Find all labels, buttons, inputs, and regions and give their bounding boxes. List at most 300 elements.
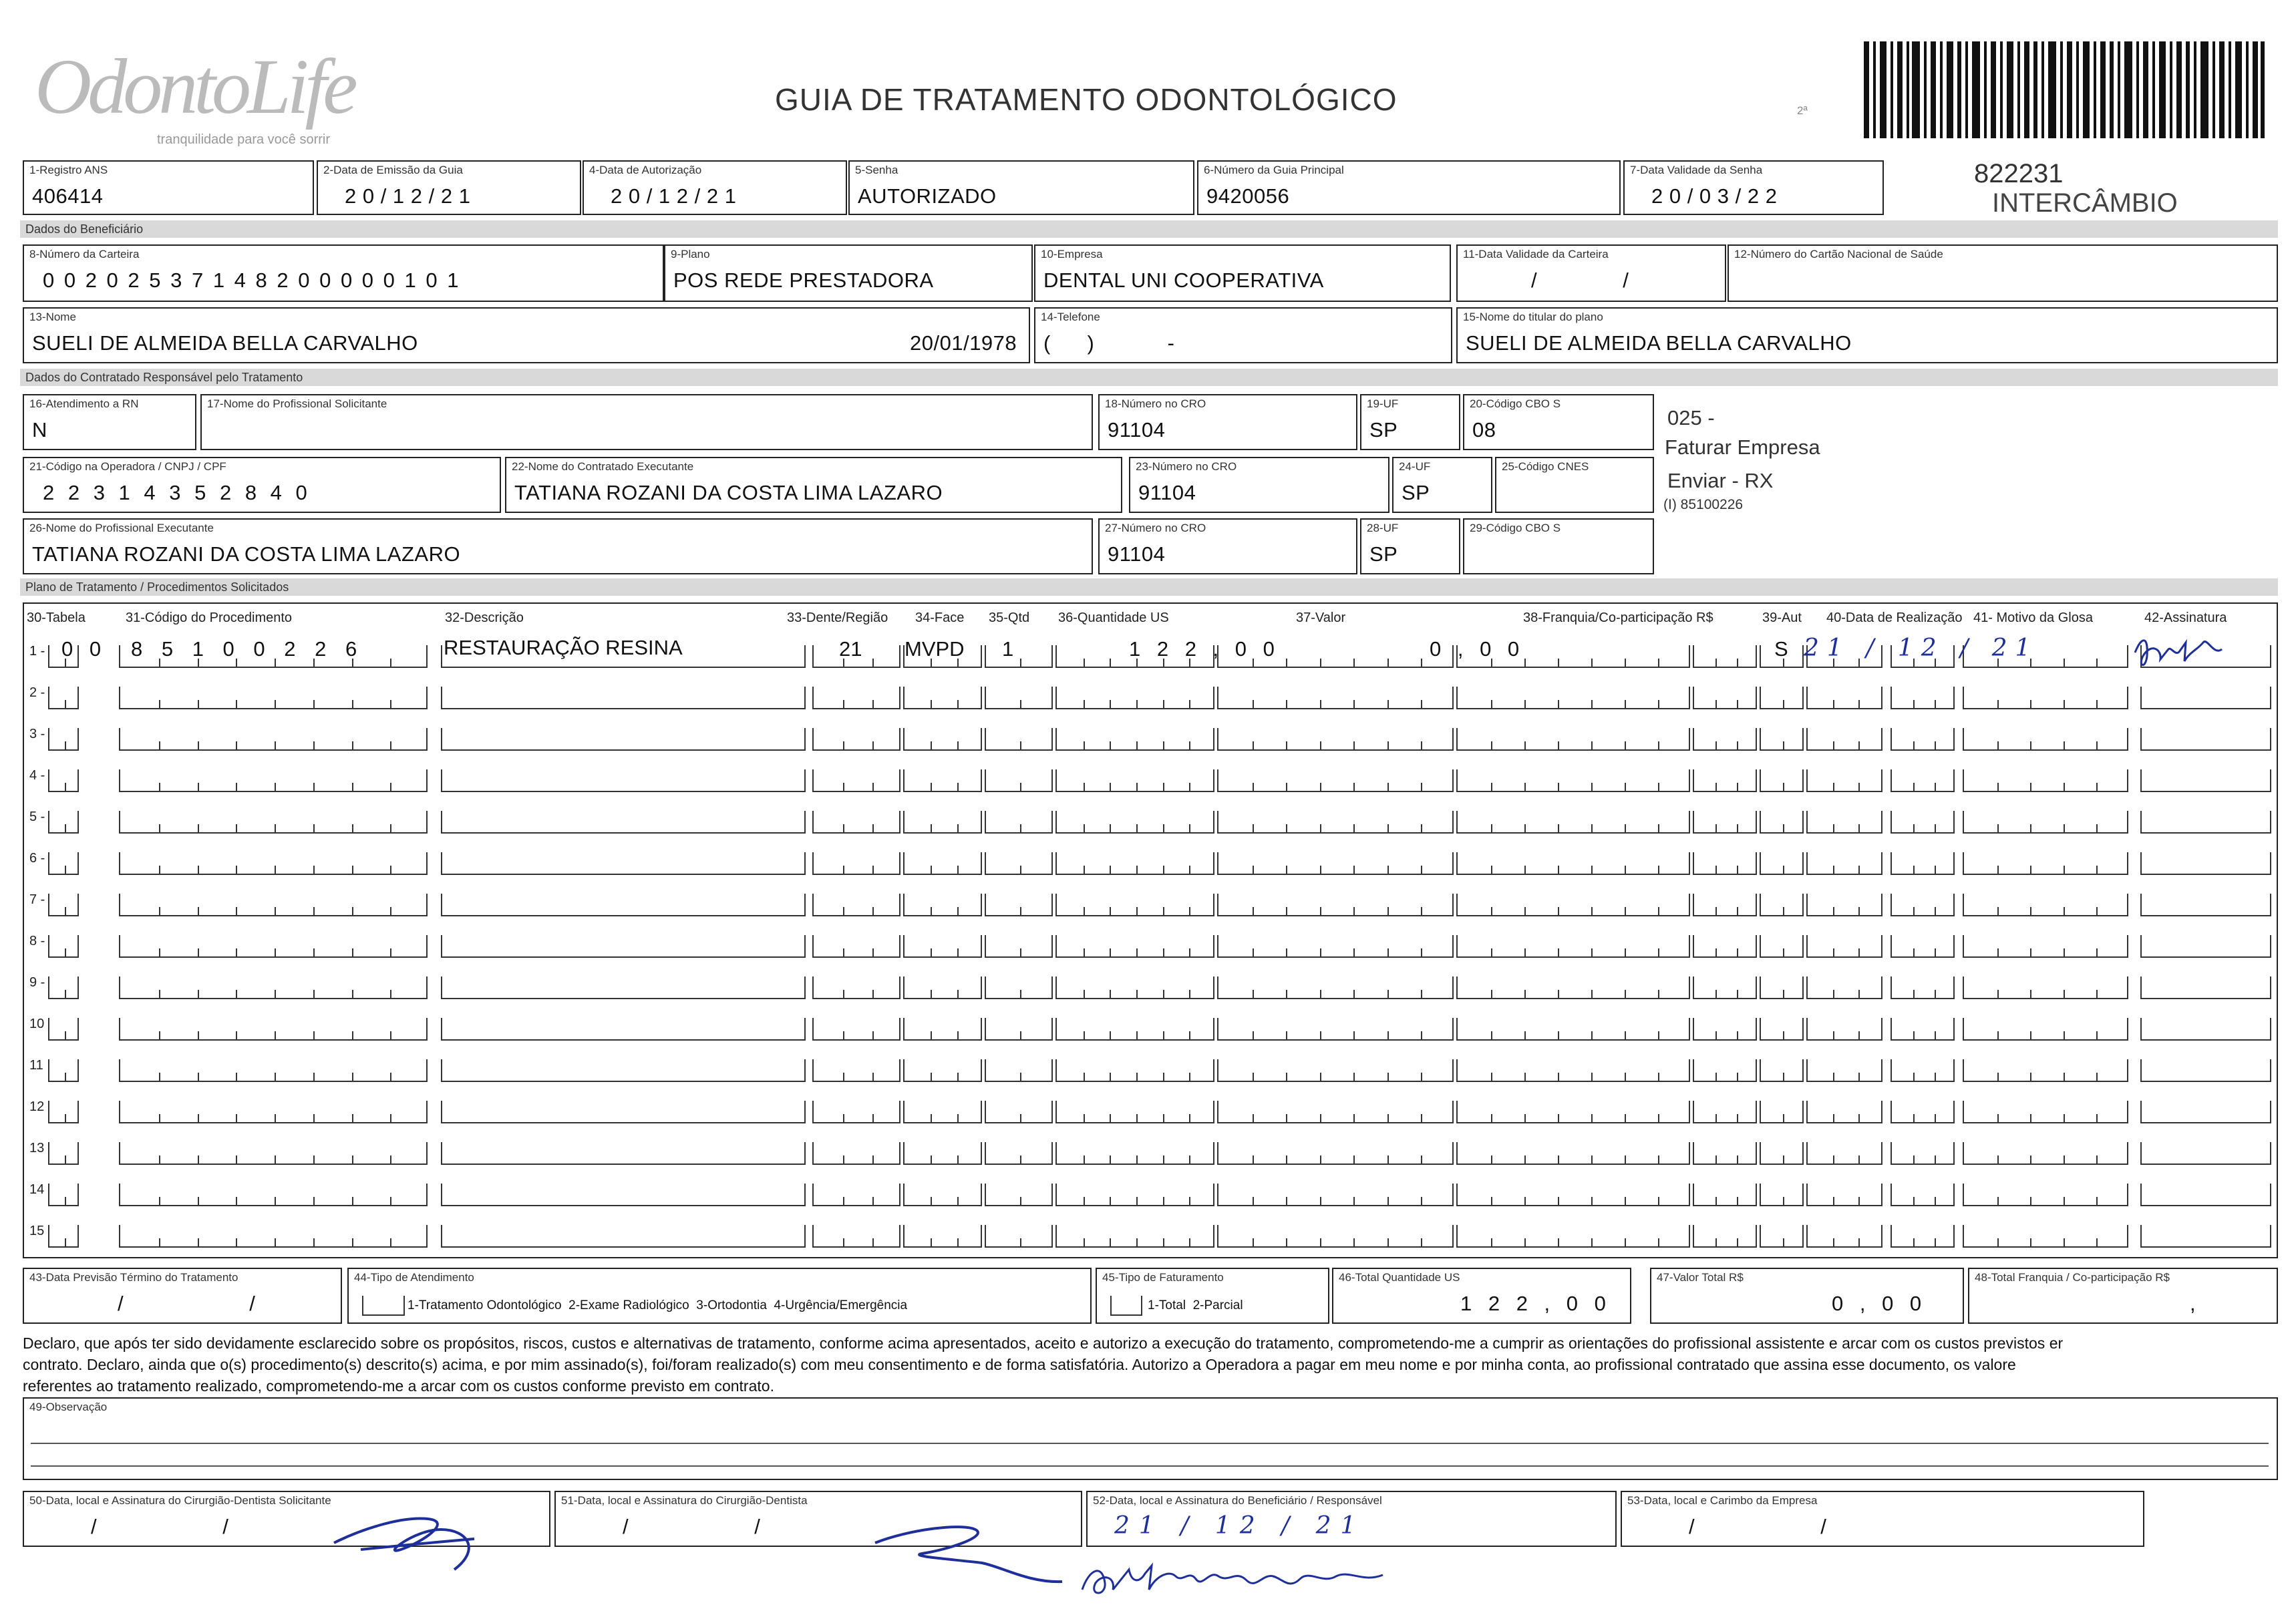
table-cell[interactable] xyxy=(1806,852,1882,875)
table-cell[interactable] xyxy=(1055,1225,1214,1248)
data-autorizacao-value[interactable]: 2 0 / 1 2 / 2 1 xyxy=(611,184,737,208)
table-cell[interactable] xyxy=(1217,1101,1454,1123)
table-cell[interactable] xyxy=(1693,645,1757,668)
table-cell[interactable] xyxy=(1217,852,1454,875)
table-cell[interactable] xyxy=(48,1018,79,1041)
cro-contratado-value[interactable]: 91104 xyxy=(1138,481,1196,504)
plano-value[interactable]: POS REDE PRESTADORA xyxy=(673,269,934,292)
table-cell[interactable] xyxy=(985,1142,1053,1165)
table-cell[interactable] xyxy=(441,811,806,834)
row1-data-realizacao[interactable]: 21 / 12 / 21 xyxy=(1804,635,2039,662)
table-cell[interactable] xyxy=(1055,728,1214,751)
table-cell[interactable] xyxy=(1806,976,1882,999)
field-guia-principal: 6-Número da Guia Principal 9420056 xyxy=(1197,160,1621,215)
table-cell[interactable] xyxy=(903,1059,982,1082)
table-cell[interactable] xyxy=(1806,1225,1882,1248)
validade-senha-value[interactable]: 2 0 / 0 3 / 2 2 xyxy=(1651,184,1778,208)
table-cell[interactable] xyxy=(812,1018,900,1041)
table-cell[interactable] xyxy=(812,852,900,875)
table-cell[interactable] xyxy=(1891,1018,1955,1041)
observacao-line-1 xyxy=(31,1443,2269,1444)
table-cell[interactable] xyxy=(1806,1142,1882,1165)
table-cell[interactable] xyxy=(2140,811,2271,834)
table-cell[interactable] xyxy=(903,1101,982,1123)
table-cell[interactable] xyxy=(1963,1018,2128,1041)
tipo-atendimento-checkbox[interactable] xyxy=(362,1296,405,1316)
table-cell[interactable] xyxy=(903,1225,982,1248)
observacao-line-2 xyxy=(31,1465,2269,1467)
table-cell[interactable] xyxy=(119,976,428,999)
field-codigo-operadora: 21-Código na Operadora / CNPJ / CPF 2 2 3 1 4 3 5 2 8 4 0 xyxy=(23,457,501,513)
field-profissional-executante: 26-Nome do Profissional Executante TATIANA ROZANI DA COSTA LIMA LAZARO xyxy=(23,518,1093,574)
table-cell[interactable] xyxy=(812,935,900,958)
table-cell[interactable] xyxy=(1806,1018,1882,1041)
table-cell[interactable] xyxy=(903,728,982,751)
table-cell[interactable] xyxy=(1963,811,2128,834)
table-cell[interactable] xyxy=(1456,935,1690,958)
table-cell[interactable] xyxy=(48,935,79,958)
cro-executante-value[interactable]: 91104 xyxy=(1108,542,1166,566)
table-cell[interactable] xyxy=(441,852,806,875)
total-qtd-us-value[interactable]: 1 2 2 , 0 0 xyxy=(1460,1292,1611,1315)
table-cell[interactable] xyxy=(1217,1142,1454,1165)
table-cell[interactable] xyxy=(441,894,806,916)
table-cell[interactable] xyxy=(985,976,1053,999)
table-cell[interactable] xyxy=(812,728,900,751)
table-cell[interactable] xyxy=(48,1101,79,1123)
table-cell[interactable] xyxy=(1456,852,1690,875)
table-cell[interactable] xyxy=(119,769,428,792)
nome-value[interactable]: SUELI DE ALMEIDA BELLA CARVALHO xyxy=(32,331,418,355)
table-cell[interactable] xyxy=(1217,1059,1454,1082)
row-number-13: 13 xyxy=(29,1141,45,1155)
table-cell[interactable] xyxy=(2140,769,2271,792)
logo-tagline: tranquilidade para você sorrir xyxy=(157,132,331,147)
table-cell[interactable] xyxy=(1217,935,1454,958)
table-cell[interactable] xyxy=(48,1059,79,1082)
table-cell[interactable] xyxy=(1963,1101,2128,1123)
telefone-value[interactable]: ( ) - xyxy=(1043,331,1175,355)
table-cell[interactable] xyxy=(119,894,428,916)
table-cell[interactable] xyxy=(985,1184,1053,1206)
table-cell[interactable] xyxy=(812,1225,900,1248)
table-cell[interactable] xyxy=(1806,1101,1882,1123)
senha-value[interactable]: AUTORIZADO xyxy=(858,184,997,208)
table-cell[interactable] xyxy=(441,769,806,792)
table-cell[interactable] xyxy=(48,1142,79,1165)
table-cell[interactable] xyxy=(1760,935,1804,958)
uf-solicitante-value[interactable]: SP xyxy=(1369,418,1398,441)
field-empresa: 10-Empresa DENTAL UNI COOPERATIVA xyxy=(1034,244,1451,302)
table-cell[interactable] xyxy=(812,811,900,834)
table-cell[interactable] xyxy=(2140,1059,2271,1082)
carimbo-empresa-data[interactable]: / / xyxy=(1689,1515,1887,1538)
field-cro-contratado: 23-Número no CRO 91104 xyxy=(1129,457,1389,513)
profissional-executante-value[interactable]: TATIANA ROZANI DA COSTA LIMA LAZARO xyxy=(32,542,461,566)
data-emissao-value[interactable]: 2 0 / 1 2 / 2 1 xyxy=(345,184,471,208)
table-cell[interactable] xyxy=(985,811,1053,834)
field-total-qtd-us: 46-Total Quantidade US 1 2 2 , 0 0 xyxy=(1332,1268,1631,1324)
table-cell[interactable] xyxy=(2140,976,2271,999)
table-cell[interactable] xyxy=(1693,1059,1757,1082)
numero-carteira-value[interactable]: 0 0 2 0 2 5 3 7 1 4 8 2 0 0 0 0 0 1 0 1 xyxy=(43,269,461,292)
table-cell[interactable] xyxy=(903,1184,982,1206)
table-cell[interactable] xyxy=(48,811,79,834)
table-cell[interactable] xyxy=(1806,935,1882,958)
assinatura-dentista-data[interactable]: / / xyxy=(623,1515,820,1538)
table-cell[interactable] xyxy=(1760,894,1804,916)
table-cell[interactable] xyxy=(1760,1225,1804,1248)
total-franquia-value[interactable]: , xyxy=(2190,1292,2196,1315)
table-cell[interactable] xyxy=(903,1018,982,1041)
table-cell[interactable] xyxy=(1806,687,1882,709)
table-cell[interactable] xyxy=(1055,1142,1214,1165)
table-cell[interactable] xyxy=(2140,852,2271,875)
table-cell[interactable] xyxy=(985,769,1053,792)
table-cell[interactable] xyxy=(119,852,428,875)
header-dente: 33-Dente/Região xyxy=(787,610,888,625)
table-cell[interactable] xyxy=(1693,894,1757,916)
table-cell[interactable] xyxy=(812,687,900,709)
table-cell[interactable] xyxy=(1055,1101,1214,1123)
table-cell[interactable] xyxy=(2140,894,2271,916)
table-cell[interactable] xyxy=(1891,687,1955,709)
table-cell[interactable] xyxy=(1217,976,1454,999)
table-cell[interactable] xyxy=(1456,1059,1690,1082)
table-cell[interactable] xyxy=(2140,1101,2271,1123)
row-number-4: 4 - xyxy=(29,768,45,783)
table-cell[interactable] xyxy=(903,852,982,875)
table-cell[interactable] xyxy=(119,728,428,751)
table-cell[interactable] xyxy=(2140,935,2271,958)
table-cell[interactable] xyxy=(1891,1101,1955,1123)
guia-principal-value[interactable]: 9420056 xyxy=(1206,184,1290,208)
table-cell[interactable] xyxy=(1693,728,1757,751)
table-cell[interactable] xyxy=(1963,1142,2128,1165)
table-cell[interactable] xyxy=(441,728,806,751)
table-cell[interactable] xyxy=(985,935,1053,958)
table-cell[interactable] xyxy=(985,1018,1053,1041)
section-beneficiario: Dados do Beneficiário xyxy=(20,220,2278,238)
table-cell[interactable] xyxy=(985,1101,1053,1123)
table-cell[interactable] xyxy=(1806,1184,1882,1206)
table-cell[interactable] xyxy=(1055,894,1214,916)
table-cell[interactable] xyxy=(1891,1059,1955,1082)
table-cell[interactable] xyxy=(903,935,982,958)
table-cell[interactable] xyxy=(1963,1225,2128,1248)
table-cell[interactable] xyxy=(985,1059,1053,1082)
table-cell[interactable] xyxy=(48,1184,79,1206)
table-cell[interactable] xyxy=(1055,1018,1214,1041)
uf-contratado-value[interactable]: SP xyxy=(1402,481,1430,504)
header-face: 34-Face xyxy=(915,610,965,625)
table-cell[interactable] xyxy=(985,894,1053,916)
table-cell[interactable] xyxy=(1963,1184,2128,1206)
validade-carteira-value[interactable]: / / xyxy=(1531,269,1669,292)
table-cell[interactable] xyxy=(119,1225,428,1248)
contratado-executante-value[interactable]: TATIANA ROZANI DA COSTA LIMA LAZARO xyxy=(514,481,943,504)
table-cell[interactable] xyxy=(119,935,428,958)
table-cell[interactable] xyxy=(441,1101,806,1123)
table-cell[interactable] xyxy=(119,1142,428,1165)
table-cell[interactable] xyxy=(1456,728,1690,751)
table-cell[interactable] xyxy=(1760,1142,1804,1165)
table-cell[interactable] xyxy=(441,687,806,709)
row-number-2: 2 - xyxy=(29,685,45,700)
table-cell[interactable] xyxy=(1456,769,1690,792)
header-tabela: 30-Tabela xyxy=(27,610,86,625)
assinatura-beneficiario-data[interactable]: 21 / 12 / 21 xyxy=(1114,1512,1365,1540)
field-contratado-executante: 22-Nome do Contratado Executante TATIANA ROZANI DA COSTA LIMA LAZARO xyxy=(505,457,1122,513)
table-cell[interactable] xyxy=(1963,687,2128,709)
table-cell[interactable] xyxy=(1891,852,1955,875)
table-cell[interactable] xyxy=(48,687,79,709)
table-cell[interactable] xyxy=(903,976,982,999)
row1-dente[interactable]: 21 xyxy=(839,637,862,661)
row-number-14: 14 xyxy=(29,1182,45,1197)
table-cell[interactable] xyxy=(119,811,428,834)
field-assinatura-dentista: 51-Data, local e Assinatura do Cirurgião-Dentista / / xyxy=(554,1491,1082,1547)
table-cell[interactable] xyxy=(1806,769,1882,792)
company-logo xyxy=(35,41,354,132)
data-nascimento-value[interactable]: 20/01/1978 xyxy=(910,331,1017,355)
field-tipo-faturamento: 45-Tipo de Faturamento 1-Total 2-Parcial xyxy=(1096,1268,1329,1324)
tipo-faturamento-checkbox[interactable] xyxy=(1110,1296,1142,1316)
table-cell[interactable] xyxy=(1891,1225,1955,1248)
table-cell[interactable] xyxy=(1456,1101,1690,1123)
table-cell[interactable] xyxy=(1693,1184,1757,1206)
table-cell[interactable] xyxy=(1055,811,1214,834)
table-cell[interactable] xyxy=(1760,1184,1804,1206)
table-cell[interactable] xyxy=(1963,894,2128,916)
previsao-termino-value[interactable]: / / xyxy=(118,1292,315,1315)
table-cell[interactable] xyxy=(1806,894,1882,916)
assinatura-solicitante-data[interactable]: / / xyxy=(91,1515,289,1538)
uf-executante-value[interactable]: SP xyxy=(1369,542,1398,566)
table-cell[interactable] xyxy=(985,728,1053,751)
table-cell[interactable] xyxy=(1217,1225,1454,1248)
table-cell[interactable] xyxy=(441,1142,806,1165)
table-cell[interactable] xyxy=(48,769,79,792)
table-cell[interactable] xyxy=(1891,935,1955,958)
table-cell[interactable] xyxy=(2140,1018,2271,1041)
header-franquia: 38-Franquia/Co-participação R$ xyxy=(1523,610,1713,625)
table-cell[interactable] xyxy=(1891,976,1955,999)
table-cell[interactable] xyxy=(903,769,982,792)
table-cell[interactable] xyxy=(985,1225,1053,1248)
table-cell[interactable] xyxy=(1963,728,2128,751)
table-cell[interactable] xyxy=(1891,769,1955,792)
row1-tabela[interactable]: 0 0 xyxy=(61,637,107,661)
table-cell[interactable] xyxy=(1963,976,2128,999)
table-cell[interactable] xyxy=(119,1059,428,1082)
table-cell[interactable] xyxy=(1693,852,1757,875)
row1-valor[interactable]: 0 , 0 0 xyxy=(1430,637,1525,661)
table-cell[interactable] xyxy=(1891,1142,1955,1165)
table-cell[interactable] xyxy=(119,1184,428,1206)
atendimento-rn-value[interactable]: N xyxy=(32,418,47,441)
row-number-3: 3 - xyxy=(29,727,45,741)
table-cell[interactable] xyxy=(1217,687,1454,709)
table-cell[interactable] xyxy=(1806,1059,1882,1082)
table-cell[interactable] xyxy=(903,811,982,834)
table-cell[interactable] xyxy=(1055,852,1214,875)
table-cell[interactable] xyxy=(1760,811,1804,834)
row1-qtd[interactable]: 1 xyxy=(1002,637,1014,661)
table-cell[interactable] xyxy=(1693,769,1757,792)
table-cell[interactable] xyxy=(985,687,1053,709)
table-cell[interactable] xyxy=(1760,687,1804,709)
table-cell[interactable] xyxy=(119,1101,428,1123)
row1-face[interactable]: MVPD xyxy=(905,637,965,661)
table-cell[interactable] xyxy=(1055,1059,1214,1082)
table-cell[interactable] xyxy=(812,1101,900,1123)
table-cell[interactable] xyxy=(1217,1184,1454,1206)
table-cell[interactable] xyxy=(1760,1101,1804,1123)
empresa-value[interactable]: DENTAL UNI COOPERATIVA xyxy=(1043,269,1324,292)
table-cell[interactable] xyxy=(1693,811,1757,834)
table-cell[interactable] xyxy=(48,976,79,999)
table-cell[interactable] xyxy=(1456,1225,1690,1248)
table-cell[interactable] xyxy=(1963,852,2128,875)
table-cell[interactable] xyxy=(1760,1059,1804,1082)
row1-qtd-us[interactable]: 1 2 2 , 0 0 xyxy=(1129,637,1280,661)
table-cell[interactable] xyxy=(1217,894,1454,916)
row1-aut[interactable]: S xyxy=(1774,637,1788,661)
table-cell[interactable] xyxy=(812,769,900,792)
table-cell[interactable] xyxy=(1693,1142,1757,1165)
table-cell[interactable] xyxy=(1055,935,1214,958)
row1-number: 1 - xyxy=(29,644,45,659)
table-cell[interactable] xyxy=(441,935,806,958)
table-cell[interactable] xyxy=(1891,811,1955,834)
table-cell[interactable] xyxy=(1217,1018,1454,1041)
row-number-15: 15 xyxy=(29,1224,45,1238)
table-cell[interactable] xyxy=(1760,976,1804,999)
table-cell[interactable] xyxy=(48,1225,79,1248)
table-cell[interactable] xyxy=(1963,1059,2128,1082)
row-number-12: 12 xyxy=(29,1099,45,1114)
table-cell[interactable] xyxy=(812,1142,900,1165)
field-atendimento-rn: 16-Atendimento a RN N xyxy=(23,394,196,450)
codigo-operadora-value[interactable]: 2 2 3 1 4 3 5 2 8 4 0 xyxy=(43,481,311,504)
table-cell[interactable] xyxy=(48,852,79,875)
side-note-1: 025 - xyxy=(1667,406,1715,429)
table-cell[interactable] xyxy=(48,728,79,751)
table-cell[interactable] xyxy=(1891,728,1955,751)
table-cell[interactable] xyxy=(985,645,1053,668)
field-uf-contratado: 24-UF SP xyxy=(1392,457,1492,513)
table-cell[interactable] xyxy=(2140,1225,2271,1248)
table-cell[interactable] xyxy=(441,1184,806,1206)
cro-solicitante-value[interactable]: 91104 xyxy=(1108,418,1166,441)
table-cell[interactable] xyxy=(812,894,900,916)
field-assinatura-solicitante: 50-Data, local e Assinatura do Cirurgião-Dentista Solicitante / / xyxy=(23,1491,550,1547)
table-cell[interactable] xyxy=(441,1059,806,1082)
table-cell[interactable] xyxy=(1693,1225,1757,1248)
titular-plano-value[interactable]: SUELI DE ALMEIDA BELLA CARVALHO xyxy=(1466,331,1852,355)
page-title: GUIA DE TRATAMENTO ODONTOLÓGICO xyxy=(775,82,1398,117)
row1-codigo[interactable]: 8 5 1 0 0 2 2 6 xyxy=(131,637,364,661)
field-observacao: 49-Observação xyxy=(23,1397,2278,1480)
table-cell[interactable] xyxy=(812,1184,900,1206)
field-tipo-atendimento: 44-Tipo de Atendimento 1-Tratamento Odontológico 2-Exame Radiológico 3-Ortodontia 4-Urgência/Emergência xyxy=(347,1268,1092,1324)
table-cell[interactable] xyxy=(1217,811,1454,834)
table-cell[interactable] xyxy=(1693,1101,1757,1123)
table-cell[interactable] xyxy=(2140,687,2271,709)
side-note-4: (I) 85100226 xyxy=(1663,497,1744,512)
field-data-autorizacao: 4-Data de Autorização 2 0 / 1 2 / 2 1 xyxy=(583,160,847,215)
barcode-caption: 2ª xyxy=(1797,104,1808,117)
row1-descricao[interactable]: RESTAURAÇÃO RESINA xyxy=(444,636,683,659)
table-cell[interactable] xyxy=(1963,935,2128,958)
table-cell[interactable] xyxy=(903,687,982,709)
registro-ans-value[interactable]: 406414 xyxy=(32,184,104,208)
table-cell[interactable] xyxy=(48,894,79,916)
table-cell[interactable] xyxy=(441,976,806,999)
field-telefone: 14-Telefone ( ) - xyxy=(1034,307,1452,363)
table-cell[interactable] xyxy=(1891,1184,1955,1206)
table-cell[interactable] xyxy=(1963,769,2128,792)
table-cell[interactable] xyxy=(1760,769,1804,792)
guide-number: 822231 xyxy=(1974,159,2064,188)
table-cell[interactable] xyxy=(441,1225,806,1248)
cbo-solicitante-value[interactable]: 08 xyxy=(1472,418,1496,441)
table-cell[interactable] xyxy=(1217,728,1454,751)
row-number-7: 7 - xyxy=(29,892,45,907)
table-cell[interactable] xyxy=(1456,1018,1690,1041)
table-cell[interactable] xyxy=(1055,976,1214,999)
table-cell[interactable] xyxy=(1760,728,1804,751)
table-cell[interactable] xyxy=(1806,728,1882,751)
table-cell[interactable] xyxy=(1693,935,1757,958)
field-validade-senha: 7-Data Validade da Senha 2 0 / 0 3 / 2 2 xyxy=(1623,160,1884,215)
table-cell[interactable] xyxy=(2140,1142,2271,1165)
valor-total-value[interactable]: 0 , 0 0 xyxy=(1832,1292,1927,1315)
table-cell[interactable] xyxy=(1456,976,1690,999)
table-cell[interactable] xyxy=(1456,894,1690,916)
table-cell[interactable] xyxy=(2140,728,2271,751)
table-cell[interactable] xyxy=(1055,1184,1214,1206)
table-cell[interactable] xyxy=(441,1018,806,1041)
table-cell[interactable] xyxy=(1456,687,1690,709)
field-assinatura-beneficiario: 52-Data, local e Assinatura do Beneficiário / Responsável 21 / 12 / 21 xyxy=(1086,1491,1617,1547)
table-cell[interactable] xyxy=(1693,1018,1757,1041)
table-cell[interactable] xyxy=(1456,811,1690,834)
table-cell[interactable] xyxy=(1891,894,1955,916)
table-cell[interactable] xyxy=(1456,1142,1690,1165)
table-cell[interactable] xyxy=(903,1142,982,1165)
table-cell[interactable] xyxy=(1055,687,1214,709)
table-cell[interactable] xyxy=(119,1018,428,1041)
field-validade-carteira: 11-Data Validade da Carteira / / xyxy=(1456,244,1726,302)
table-cell[interactable] xyxy=(1456,1184,1690,1206)
table-cell[interactable] xyxy=(1693,976,1757,999)
table-cell[interactable] xyxy=(1055,769,1214,792)
header-descricao: 32-Descrição xyxy=(445,610,524,625)
table-cell[interactable] xyxy=(903,894,982,916)
table-cell[interactable] xyxy=(1760,1018,1804,1041)
table-cell[interactable] xyxy=(985,852,1053,875)
table-cell[interactable] xyxy=(812,976,900,999)
table-cell[interactable] xyxy=(1760,852,1804,875)
table-cell[interactable] xyxy=(1693,687,1757,709)
table-cell[interactable] xyxy=(119,687,428,709)
table-cell[interactable] xyxy=(1806,811,1882,834)
table-cell[interactable] xyxy=(2140,1184,2271,1206)
table-cell[interactable] xyxy=(1217,769,1454,792)
table-cell[interactable] xyxy=(812,1059,900,1082)
